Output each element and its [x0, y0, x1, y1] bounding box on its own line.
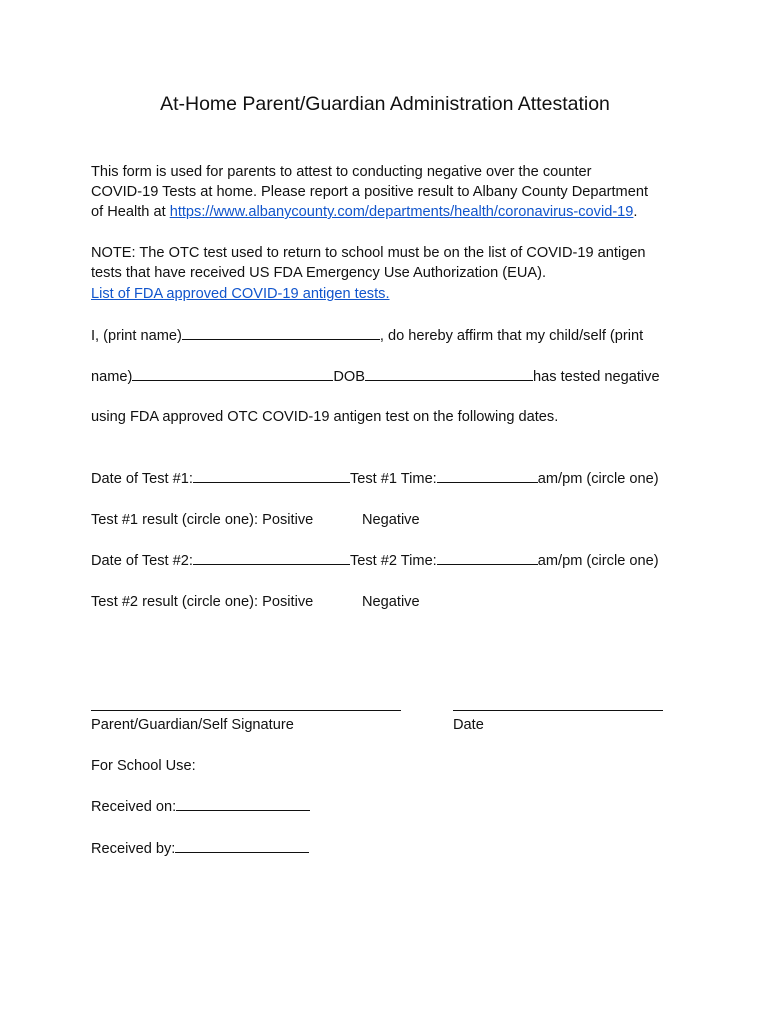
received-on-row [91, 797, 310, 818]
signature-line[interactable] [91, 710, 401, 711]
school-use-heading: For School Use: [91, 758, 196, 774]
note-line-3 [91, 284, 390, 305]
test1-time-label: Test #1 Time: [349, 471, 437, 487]
intro-line-3-prefix: of Health at [91, 204, 170, 220]
test2-time-label: Test #2 Time: [349, 553, 437, 569]
affirm-line-3: using FDA approved OTC COVID-19 antigen test on the following dates. [91, 409, 559, 425]
intro-line-3-suffix: . [633, 204, 638, 220]
received-by-label: Received by: [91, 841, 176, 857]
test1-result-label: Test #1 result (circle one): Positive [91, 512, 314, 528]
intro-line-1: This form is used for parents to attest to conducting negative over the counter [91, 164, 592, 180]
test1-date-field[interactable] [193, 469, 350, 483]
received-by-row [91, 839, 309, 860]
signature-label: Parent/Guardian/Self Signature [91, 717, 294, 733]
test2-date-field[interactable] [193, 551, 350, 565]
print-name-field[interactable] [182, 326, 380, 340]
intro-line-3 [91, 202, 637, 223]
test2-time-field[interactable] [437, 551, 538, 565]
test1-row [91, 469, 659, 490]
test1-ampm-label: am/pm (circle one) [537, 471, 659, 487]
received-on-field[interactable] [176, 797, 310, 811]
affirm-line-2 [91, 367, 660, 388]
child-name-field[interactable] [132, 367, 333, 381]
affirm-suffix: , do hereby affirm that my child/self (print [379, 328, 644, 344]
health-department-link[interactable]: https://www.albanycounty.com/departments/health/coronavirus-covid-19 [169, 204, 634, 220]
test1-negative-option: Negative [362, 512, 420, 528]
received-by-field[interactable] [175, 839, 309, 853]
affirm-line-1 [91, 326, 643, 347]
child-name-label: name) [91, 369, 133, 385]
test2-result-label: Test #2 result (circle one): Positive [91, 594, 314, 610]
test2-ampm-label: am/pm (circle one) [537, 553, 659, 569]
note-line-2: tests that have received US FDA Emergency Use Authorization (EUA). [91, 265, 547, 281]
dob-field[interactable] [365, 367, 533, 381]
test1-time-field[interactable] [437, 469, 538, 483]
tested-negative-label: has tested negative [533, 369, 660, 385]
dob-label: DOB [333, 369, 365, 385]
test2-date-label: Date of Test #2: [91, 553, 193, 569]
test2-row [91, 551, 659, 572]
test1-date-label: Date of Test #1: [91, 471, 193, 487]
test2-negative-option: Negative [362, 594, 420, 610]
signature-date-label: Date [453, 717, 484, 733]
received-on-label: Received on: [91, 799, 177, 815]
note-line-1: NOTE: The OTC test used to return to school must be on the list of COVID-19 antigen [91, 245, 646, 261]
print-name-label: I, (print name) [91, 328, 182, 344]
fda-approved-tests-link[interactable]: List of FDA approved COVID-19 antigen tests. [91, 286, 390, 302]
page-title: At-Home Parent/Guardian Administration Attestation [160, 93, 610, 115]
intro-line-2: COVID-19 Tests at home. Please report a positive result to Albany County Department [91, 184, 648, 200]
signature-date-line[interactable] [453, 710, 663, 711]
